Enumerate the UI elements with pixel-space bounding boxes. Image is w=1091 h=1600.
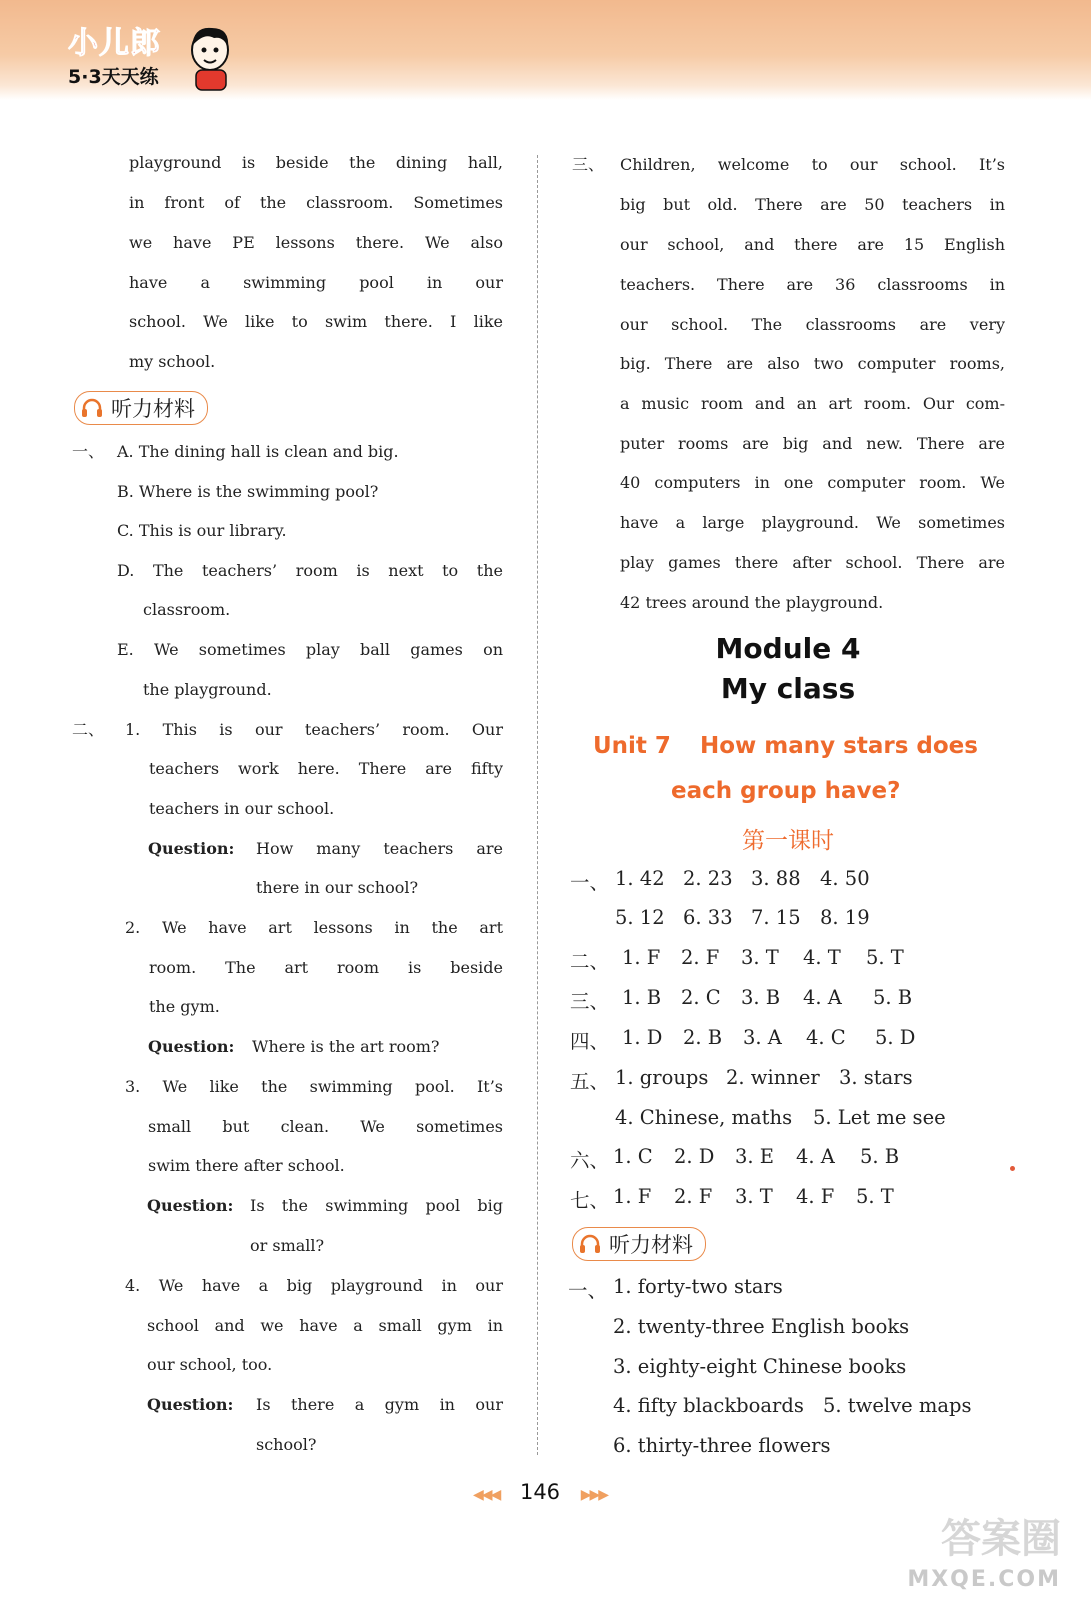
left-arrows-icon: ◀◀◀ — [472, 1487, 500, 1503]
unit-title: How many stars does — [700, 733, 978, 759]
question-label: Question: — [148, 839, 235, 858]
answer-item: 8. 19 — [820, 906, 870, 929]
answer-item: 1. B — [622, 986, 662, 1009]
answer-item: 4. C — [806, 1026, 846, 1049]
sentence-line: 3. We like the swimming pool. It’s — [125, 1077, 503, 1096]
listening-badge-label: 听力材料 — [111, 397, 195, 421]
intro-line: playground is beside the dining hall, — [129, 153, 503, 172]
answer-item: 4. A — [796, 1145, 835, 1168]
passage-line: Children, welcome to our school. It’s — [620, 155, 1005, 174]
answer-section-number: 二、 — [570, 950, 610, 973]
answer-item: 3. T — [741, 946, 779, 969]
intro-line: we have PE lessons there. We also — [129, 233, 503, 252]
answer-item: 5. T — [866, 946, 904, 969]
module-subtitle: My class — [720, 672, 856, 705]
passage-line: 40 computers in one computer room. We — [620, 473, 1005, 492]
passage-line: big. There are also two computer rooms, — [620, 354, 1005, 373]
sentence-line: classroom. — [143, 600, 231, 619]
sentence-line: 4. We have a big playground in our — [125, 1276, 503, 1295]
answer-item: 6. 33 — [683, 906, 733, 929]
watermark-logo: 答案圈 — [941, 1516, 1061, 1562]
listening-line: 4. fifty blackboards — [613, 1394, 804, 1417]
answer-item: 5. D — [875, 1026, 916, 1049]
answer-item: 7. 15 — [751, 906, 801, 929]
page-number: 146 — [519, 1480, 561, 1504]
sentence-line: C. This is our library. — [117, 521, 287, 540]
question-text: Where is the art room? — [252, 1037, 440, 1056]
answer-item: 3. stars — [839, 1066, 913, 1089]
sentence-line: teachers in our school. — [149, 799, 335, 818]
red-dot-mark — [1010, 1166, 1015, 1171]
unit-label: Unit 7 — [593, 733, 671, 759]
question-label: Question: — [148, 1037, 235, 1056]
intro-line: have a swimming pool in our — [129, 273, 503, 292]
page-footer — [455, 1480, 625, 1504]
sentence-line: 2. We have art lessons in the art — [125, 918, 503, 937]
passage-line: 42 trees around the playground. — [620, 593, 884, 612]
answer-item: 3. T — [735, 1185, 773, 1208]
module-title: Module 4 — [715, 632, 861, 665]
headphones-icon — [81, 398, 103, 418]
passage-line: puter rooms are big and new. There are — [620, 434, 1005, 453]
answer-item: 2. F — [674, 1185, 713, 1208]
answer-section-number: 五、 — [570, 1070, 610, 1093]
section-number: 二、 — [72, 720, 105, 739]
question-text: Is the swimming pool big — [250, 1196, 503, 1215]
passage-line: our school, and there are 15 English — [620, 235, 1005, 254]
question-label: Question: — [147, 1395, 234, 1414]
sentence-line: B. Where is the swimming pool? — [117, 482, 379, 501]
intro-line: school. We like to swim there. I like — [129, 312, 503, 331]
answer-item: 3. E — [735, 1145, 775, 1168]
answer-section-number: 七、 — [570, 1189, 610, 1212]
answer-item: 2. winner — [726, 1066, 820, 1089]
answer-item: 5. T — [856, 1185, 894, 1208]
answer-item: 1. 42 — [615, 867, 665, 890]
passage-line: have a large playground. We sometimes — [620, 513, 1005, 532]
logo — [68, 18, 161, 89]
answer-section-number: 一、 — [570, 871, 610, 894]
sentence-line: A. The dining hall is clean and big. — [117, 442, 399, 461]
question-label: Question: — [147, 1196, 234, 1215]
answer-item: 1. D — [622, 1026, 663, 1049]
answer-item: 2. 23 — [683, 867, 733, 890]
listening-line: 1. forty-two stars — [613, 1275, 783, 1298]
sentence-line: the gym. — [149, 997, 220, 1016]
answer-item: 1. C — [613, 1145, 653, 1168]
sentence-line: 1. This is our teachers’ room. Our — [125, 720, 503, 739]
logo-subtitle: 5·3天天练 — [68, 66, 159, 88]
answer-item: 2. D — [674, 1145, 715, 1168]
sentence-line: room. The art room is beside — [149, 958, 503, 977]
answer-item: 2. C — [681, 986, 721, 1009]
section-number: 一、 — [568, 1279, 608, 1302]
listening-line: 3. eighty-eight Chinese books — [613, 1355, 907, 1378]
section-number: 三、 — [572, 155, 605, 174]
answer-item: 5. B — [860, 1145, 900, 1168]
answer-item: 3. A — [743, 1026, 782, 1049]
listening-line: 2. twenty-three English books — [613, 1315, 910, 1338]
answer-item: 4. 50 — [820, 867, 870, 890]
answer-item: 5. Let me see — [813, 1106, 946, 1129]
passage-line: teachers. There are 36 classrooms in — [620, 275, 1005, 294]
answer-item: 5. 12 — [615, 906, 665, 929]
watermark-url: MXQE.COM — [907, 1567, 1061, 1592]
answer-item: 4. F — [796, 1185, 835, 1208]
question-text: or small? — [250, 1236, 325, 1255]
answer-item: 3. B — [741, 986, 781, 1009]
intro-line: my school. — [129, 352, 216, 371]
answer-item: 4. T — [803, 946, 841, 969]
listening-line: 6. thirty-three flowers — [613, 1434, 831, 1457]
listening-badge — [74, 391, 208, 425]
answer-item: 4. Chinese, maths — [615, 1106, 793, 1129]
answer-item: 5. B — [873, 986, 913, 1009]
section-number: 一、 — [72, 442, 105, 461]
sentence-line: E. We sometimes play ball games on — [117, 640, 503, 659]
sentence-line: D. The teachers’ room is next to the — [117, 561, 503, 580]
sentence-line: the playground. — [143, 680, 272, 699]
intro-line: in front of the classroom. Sometimes — [129, 193, 503, 212]
question-text: there in our school? — [256, 878, 419, 897]
logo-title: 小儿郎 — [68, 26, 161, 61]
listening-line: 5. twelve maps — [823, 1394, 972, 1417]
answer-item: 3. 88 — [751, 867, 801, 890]
lesson-title: 第一课时 — [742, 828, 834, 854]
headphones-icon — [579, 1234, 601, 1254]
sentence-line: small but clean. We sometimes — [148, 1117, 503, 1136]
answer-section-number: 三、 — [570, 990, 610, 1013]
question-text: Is there a gym in our — [256, 1395, 503, 1414]
sentence-line: our school, too. — [147, 1355, 273, 1374]
question-text: How many teachers are — [256, 839, 503, 858]
answer-item: 1. F — [622, 946, 661, 969]
answer-section-number: 四、 — [570, 1030, 610, 1053]
column-divider — [537, 155, 538, 1455]
passage-line: big but old. There are 50 teachers in — [620, 195, 1005, 214]
passage-line: our school. The classrooms are very — [620, 315, 1005, 334]
question-text: school? — [256, 1435, 317, 1454]
sentence-line: school and we have a small gym in — [147, 1316, 503, 1335]
unit-title: each group have? — [671, 778, 901, 804]
answer-item: 2. F — [681, 946, 720, 969]
listening-badge-label: 听力材料 — [609, 1233, 693, 1257]
passage-line: play games there after school. There are — [620, 553, 1005, 572]
sentence-line: teachers work here. There are fifty — [149, 759, 503, 778]
listening-badge — [572, 1227, 706, 1261]
mascot-boy-icon — [184, 20, 236, 92]
sentence-line: swim there after school. — [148, 1156, 345, 1175]
answer-item: 1. groups — [615, 1066, 709, 1089]
header-band — [0, 0, 1091, 100]
answer-item: 1. F — [613, 1185, 652, 1208]
answer-item: 4. A — [803, 986, 842, 1009]
right-arrows-icon: ▶▶▶ — [580, 1487, 608, 1503]
answer-section-number: 六、 — [570, 1149, 610, 1172]
passage-line: a music room and an art room. Our com- — [620, 394, 1005, 413]
answer-item: 2. B — [683, 1026, 723, 1049]
